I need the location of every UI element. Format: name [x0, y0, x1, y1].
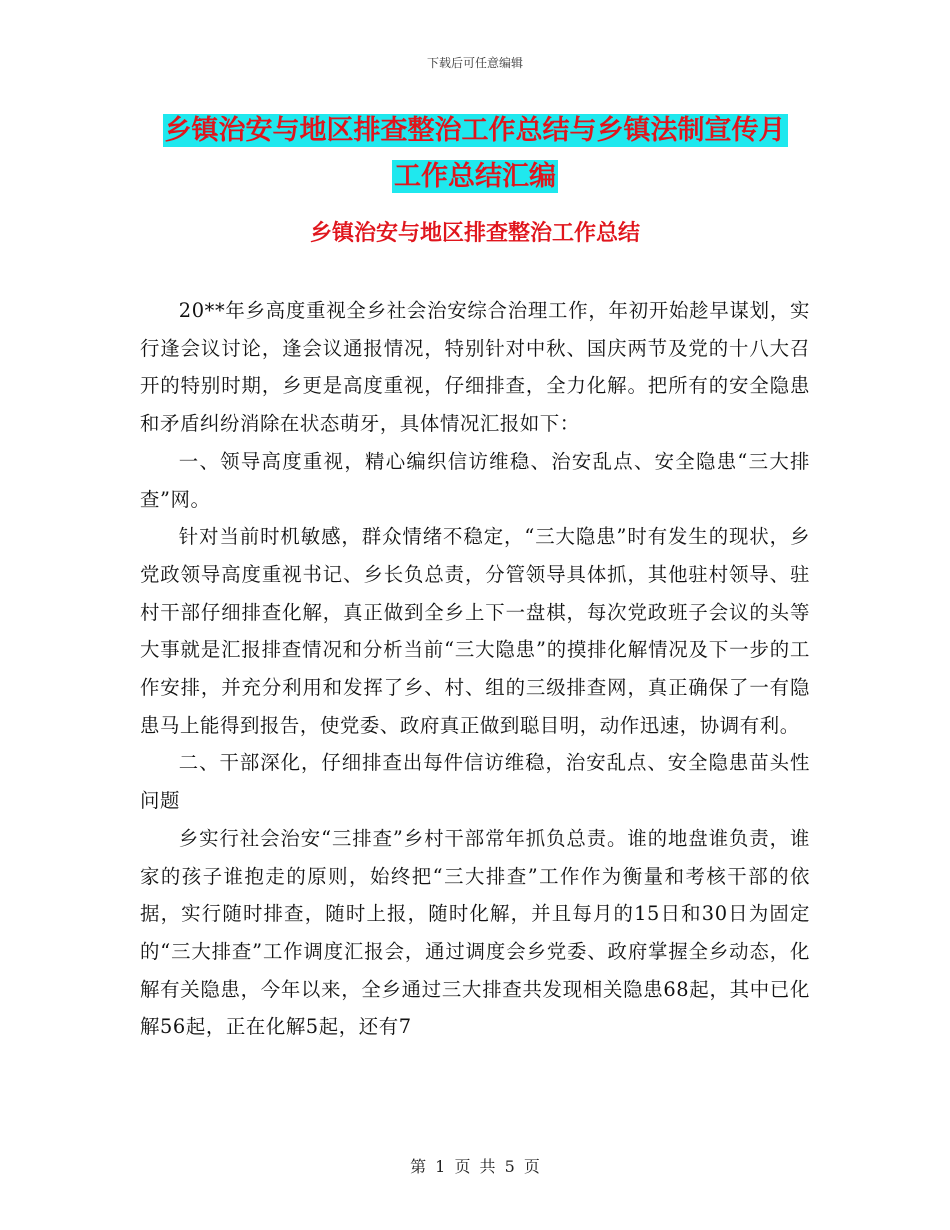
- paragraph: 二、干部深化，仔细排查出每件信访维稳，治安乱点、安全隐患苗头性问题: [140, 751, 810, 813]
- body-text: [140, 292, 810, 1046]
- page-footer: 第 1 页 共 5 页: [410, 1157, 540, 1176]
- paragraph: 针对当前时机敏感，群众情绪不稳定，“三大隐患”时有发生的现状，乡党政领导高度重视书记、乡长负总责，分管领导具体抓，其他驻村领导、驻村干部仔细排查化解，真正做到全乡上下一盘棋，每次党政班子会议的头等大事就是汇报排查情况和分析当前“三大隐患”的摸排化解情况及下一步的工作安排，并充分利用和发挥了乡、村、组的三级排查网，真正确保了一有隐患马上能得到报告，使党委、政府真正做到聪目明，动作迅速，协调有利。: [140, 525, 810, 737]
- section-title: 乡镇治安与地区排查整治工作总结: [309, 221, 640, 246]
- paragraph: 一、领导高度重视，精心编织信访维稳、治安乱点、安全隐患“三大排查”网。: [140, 449, 810, 511]
- title-line-1: 乡镇治安与地区排查整治工作总结与乡镇法制宣传月: [164, 115, 786, 146]
- header-note: 下载后可任意编辑: [426, 56, 523, 70]
- title-line-2: 工作总结汇编: [394, 161, 556, 192]
- paragraph: 20**年乡高度重视全乡社会治安综合治理工作，年初开始趁早谋划，实行逢会议讨论，逢会议通报情况，特别针对中秋、国庆两节及党的十八大召开的特别时期，乡更是高度重视，仔细排查，全力化解。把所有的安全隐患和矛盾纠纷消除在状态萌牙，具体情况汇报如下：: [140, 299, 810, 436]
- paragraph: 乡实行社会治安“三排查”乡村干部常年抓负总责。谁的地盘谁负责，谁家的孩子谁抱走的原则，始终把“三大排查”工作作为衡量和考核干部的依据，实行随时排查，随时上报，随时化解，并且每月的15日和30日为固定的“三大排查”工作调度汇报会，通过调度会乡党委、政府掌握全乡动态，化解有关隐患，今年以来，全乡通过三大排查共发现相关隐患68起，其中已化解56起，正在化解5起，还有7: [140, 826, 810, 1039]
- document-title: [0, 108, 950, 200]
